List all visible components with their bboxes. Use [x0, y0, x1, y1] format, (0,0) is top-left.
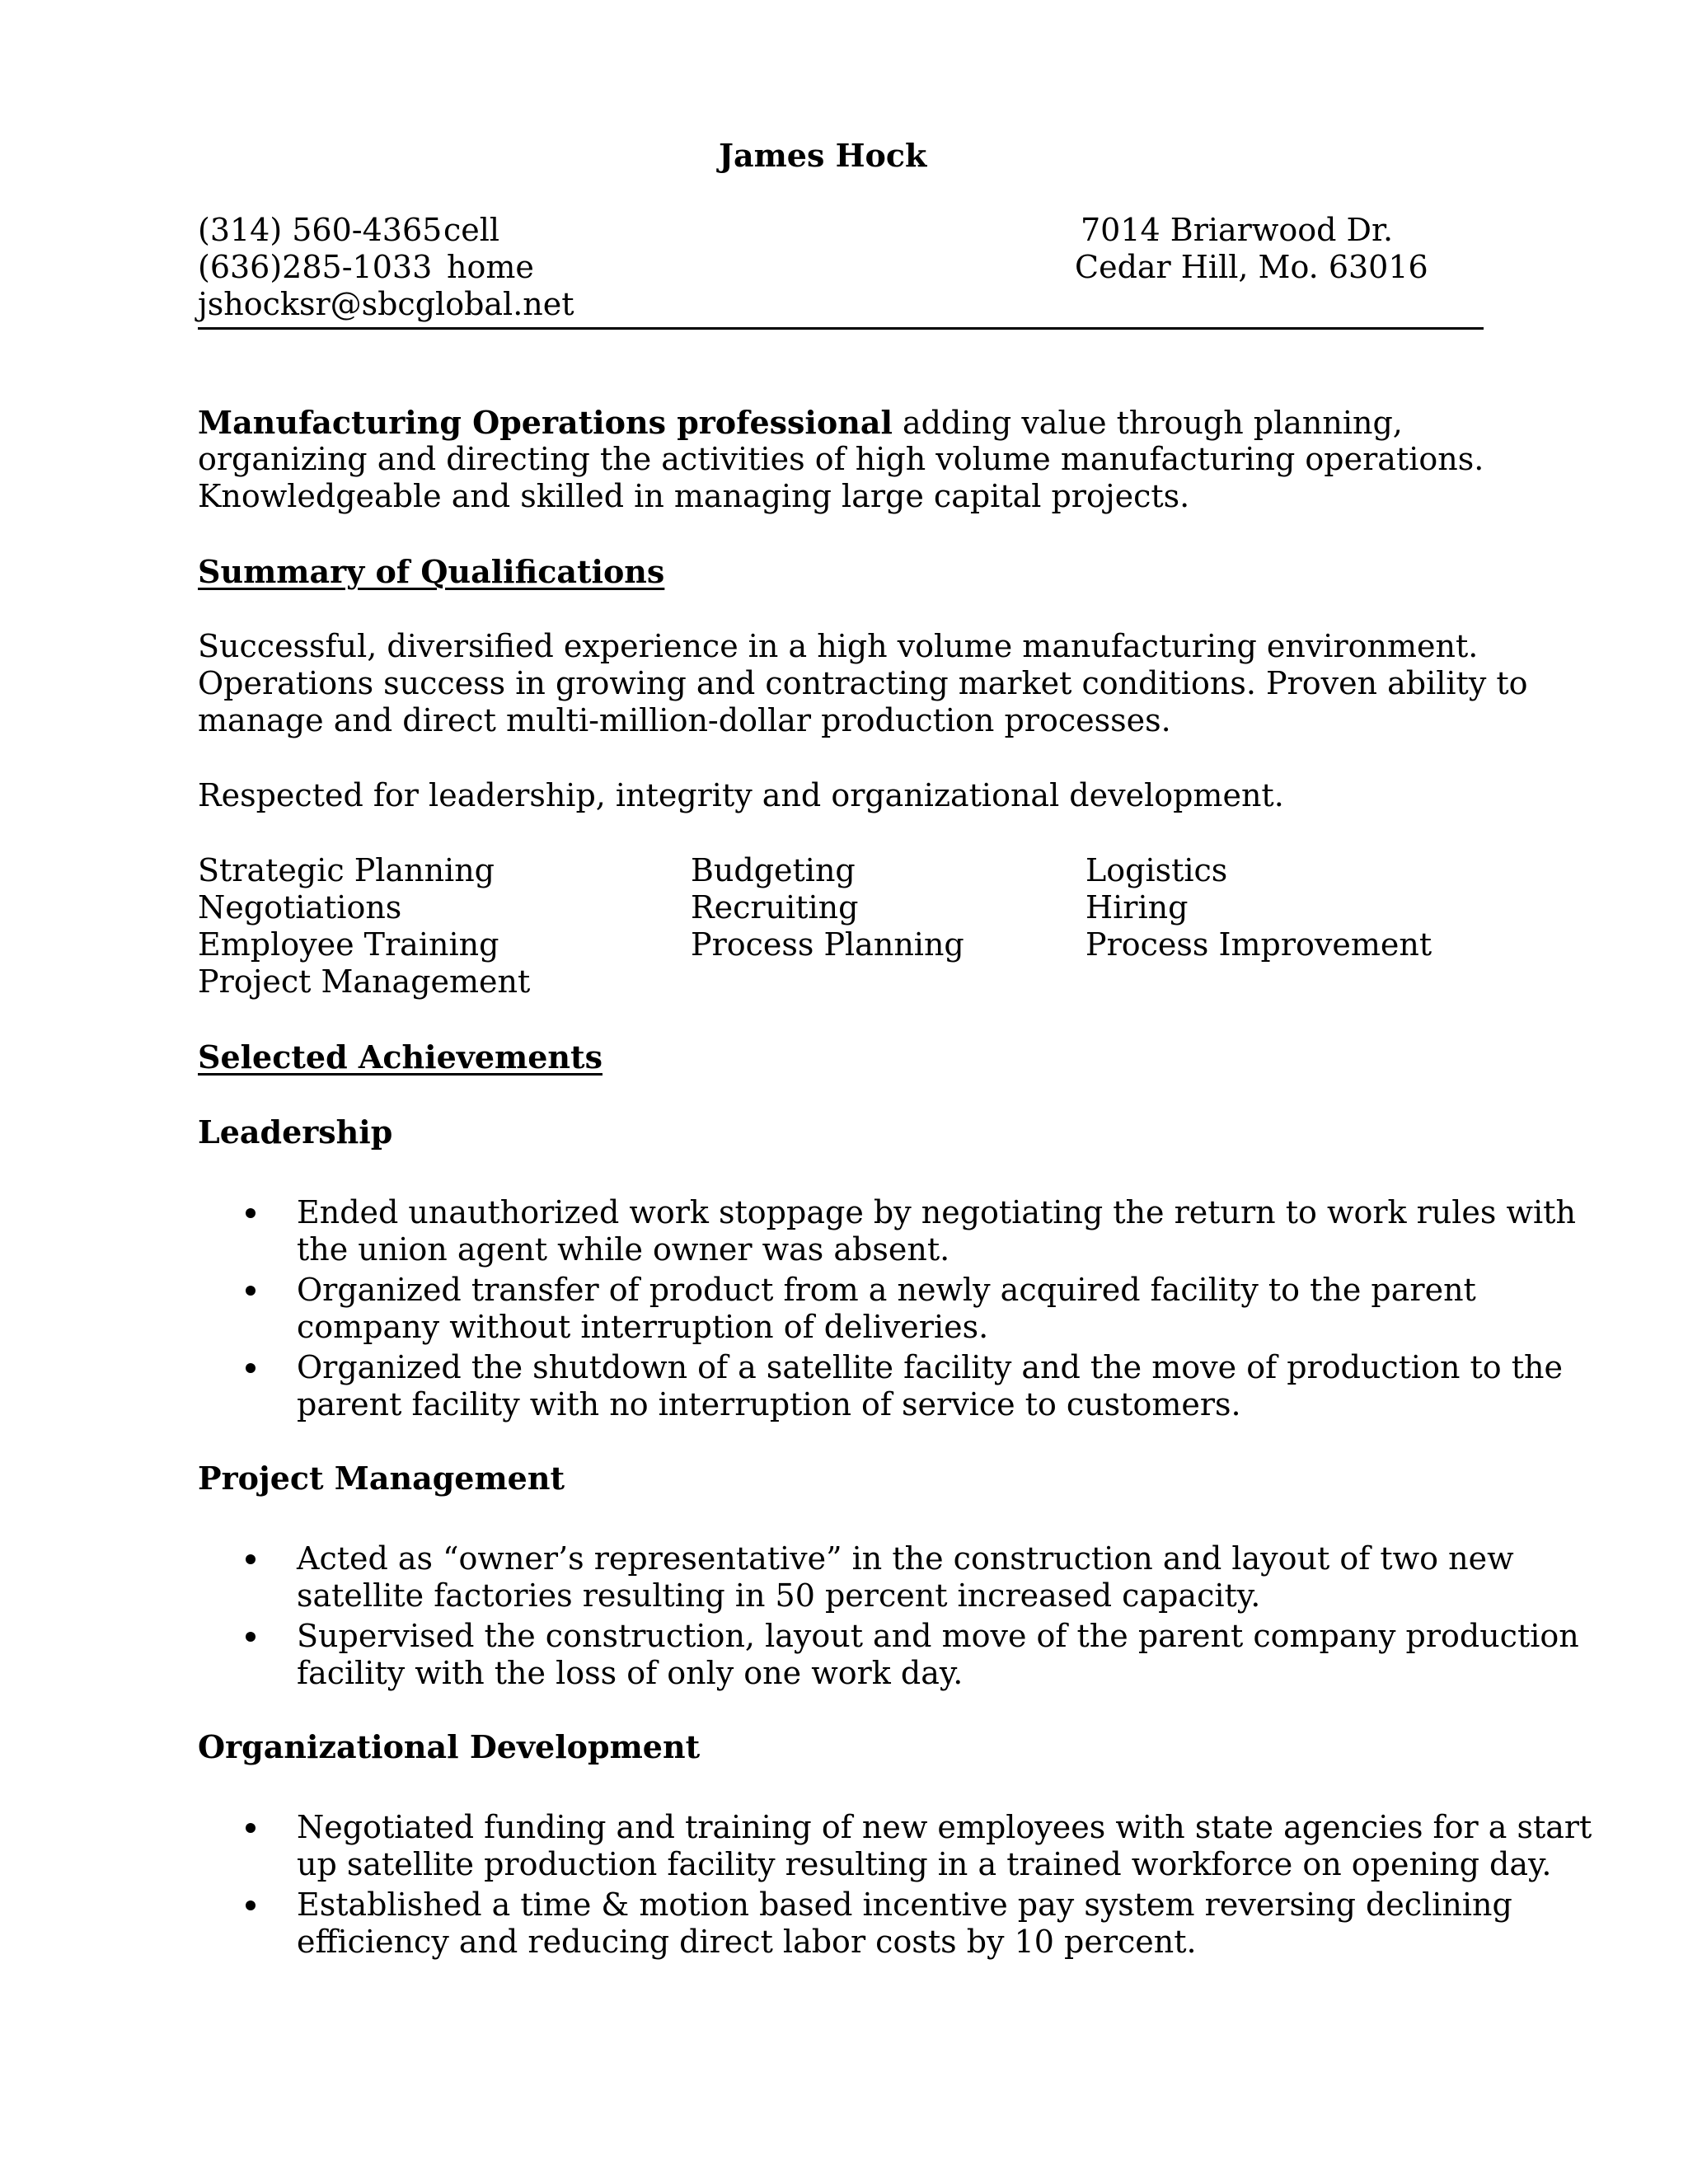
- skill-item: Negotiations: [198, 889, 402, 926]
- skill-item: Process Planning: [691, 926, 964, 963]
- leadership-bullet-2-line-2: company without interruption of deliveries.: [297, 1309, 989, 1345]
- bullet-dot: [246, 1632, 256, 1642]
- organizational-development-heading: Organizational Development: [198, 1728, 701, 1765]
- project-management-heading: Project Management: [198, 1460, 565, 1497]
- bullet-dot: [246, 1900, 256, 1910]
- leadership-bullet-2-line-1: Organized transfer of product from a newly acquired facility to the parent: [297, 1272, 1476, 1308]
- leadership-bullet-3-line-2: parent facility with no interruption of service to customers.: [297, 1386, 1241, 1422]
- profile-line-2: organizing and directing the activities of high volume manufacturing operations.: [198, 441, 1484, 477]
- bullet-dot: [246, 1823, 256, 1833]
- address-line-2: Cedar Hill, Mo. 63016: [1075, 249, 1428, 285]
- profile-lead: Manufacturing Operations professional: [198, 404, 893, 441]
- address-line-1: 7014 Briarwood Dr.: [1081, 212, 1394, 248]
- bullet-dot: [246, 1208, 256, 1218]
- qualifications-heading: Summary of Qualifications: [198, 553, 665, 590]
- bullet-dot: [246, 1286, 256, 1296]
- cell-phone-label: cell: [443, 212, 500, 248]
- achievements-heading: Selected Achievements: [198, 1038, 603, 1076]
- orgdev-bullet-1-line-2: up satellite production facility resulting in a trained workforce on opening day.: [297, 1846, 1552, 1882]
- profile-line-1: [198, 404, 1403, 442]
- skill-item: Recruiting: [691, 889, 859, 926]
- skill-item: Project Management: [198, 963, 531, 1000]
- profile-line-3: Knowledgeable and skilled in managing large capital projects.: [198, 478, 1190, 514]
- project-bullet-2-line-1: Supervised the construction, layout and move of the parent company production: [297, 1618, 1579, 1654]
- leadership-heading: Leadership: [198, 1113, 393, 1151]
- skill-item: Budgeting: [691, 852, 856, 888]
- header-divider: [198, 327, 1484, 330]
- project-bullet-2-line-2: facility with the loss of only one work day.: [297, 1655, 964, 1691]
- applicant-name: James Hock: [719, 137, 927, 174]
- orgdev-bullet-2-line-1: Established a time & motion based incentive pay system reversing declining: [297, 1886, 1512, 1923]
- home-phone: (636)285-1033: [198, 249, 433, 285]
- skill-item: Hiring: [1085, 889, 1189, 926]
- orgdev-bullet-1-line-1: Negotiated funding and training of new employees with state agencies for a start: [297, 1809, 1592, 1845]
- bullet-dot: [246, 1363, 256, 1373]
- email-address: jshocksr@sbcglobal.net: [198, 286, 574, 322]
- skill-item: Strategic Planning: [198, 852, 495, 888]
- qualifications-para1-line2: Operations success in growing and contracting market conditions. Proven ability to: [198, 665, 1528, 701]
- profile-line-1-rest: adding value through planning,: [892, 405, 1403, 441]
- qualifications-para1-line1: Successful, diversified experience in a high volume manufacturing environment.: [198, 628, 1479, 664]
- orgdev-bullet-2-line-2: efficiency and reducing direct labor costs by 10 percent.: [297, 1924, 1197, 1960]
- bullet-dot: [246, 1554, 256, 1564]
- project-bullet-1-line-2: satellite factories resulting in 50 percent increased capacity.: [297, 1577, 1261, 1614]
- qualifications-para2: Respected for leadership, integrity and organizational development.: [198, 777, 1284, 813]
- skill-item: Process Improvement: [1085, 926, 1432, 963]
- home-phone-label: home: [447, 249, 534, 285]
- skill-item: Logistics: [1085, 852, 1228, 888]
- cell-phone: (314) 560-4365: [198, 212, 443, 248]
- qualifications-para1-line3: manage and direct multi-million-dollar production processes.: [198, 702, 1171, 738]
- leadership-bullet-1-line-1: Ended unauthorized work stoppage by negotiating the return to work rules with: [297, 1194, 1576, 1230]
- leadership-bullet-1-line-2: the union agent while owner was absent.: [297, 1231, 950, 1268]
- skill-item: Employee Training: [198, 926, 499, 963]
- project-bullet-1-line-1: Acted as “owner’s representative” in the construction and layout of two new: [297, 1540, 1514, 1577]
- leadership-bullet-3-line-1: Organized the shutdown of a satellite facility and the move of production to the: [297, 1349, 1563, 1385]
